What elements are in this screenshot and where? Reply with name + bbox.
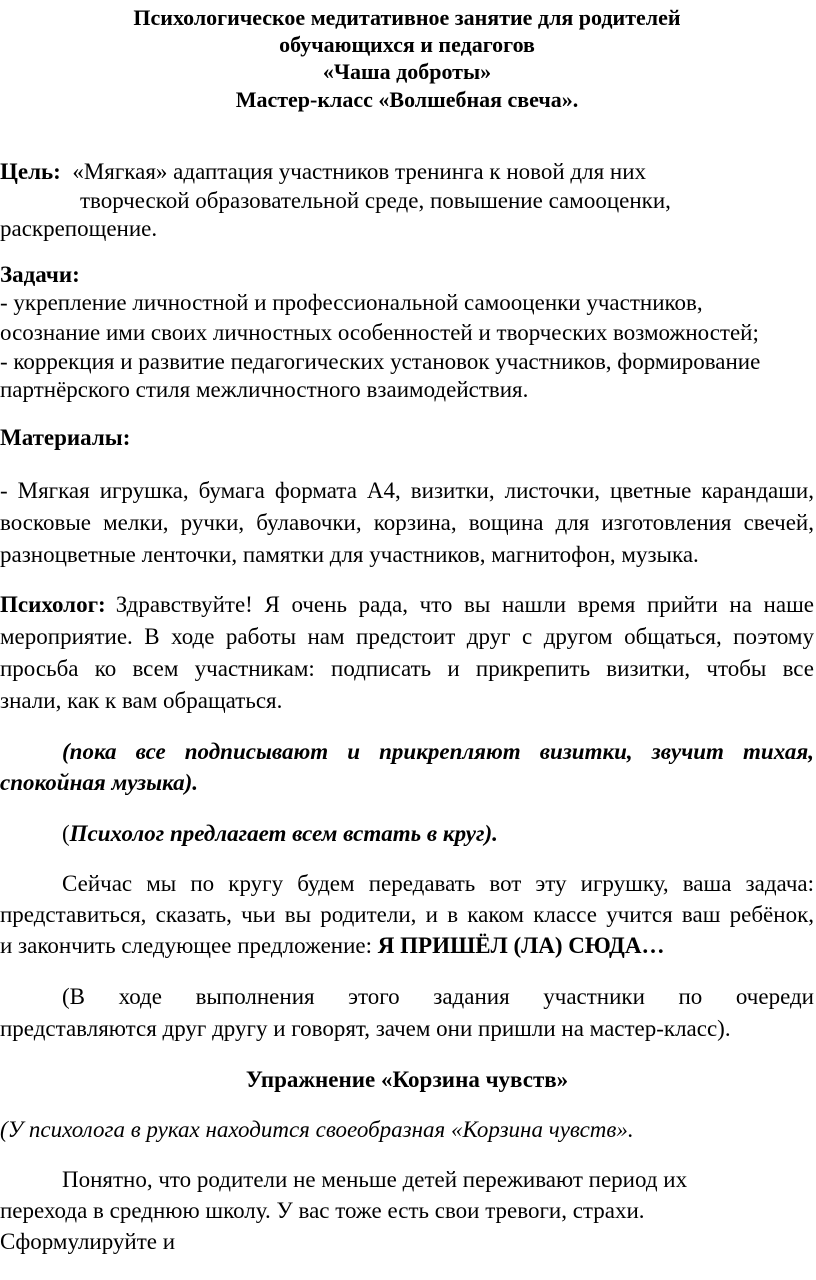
- materials-line: разноцветные ленточки, памятки для участников, магнитофон, музыка.: [0, 542, 699, 567]
- exercise-line: перехода в среднюю школу. У вас тоже есть свои тревоги, страхи.: [0, 1198, 645, 1223]
- title-line-2: обучающихся и педагогов: [279, 32, 535, 57]
- remark-circle-text: Психолог предлагает всем встать в круг).: [69, 821, 498, 846]
- goal-line-3: раскрепощение.: [0, 216, 158, 241]
- tasks-line: осознание ими своих личностных особенностей и творческих возможностей;: [0, 320, 759, 345]
- title-line-3: «Чаша доброты»: [322, 59, 492, 84]
- psychologist-text: Здравствуйте! Я очень рада, что вы нашли время прийти на наше: [115, 592, 814, 617]
- tasks-heading: Задачи:: [0, 262, 80, 287]
- exercise-intro: (У психолога в руках находится своеобразная «Корзина чувств».: [0, 1117, 634, 1142]
- remark-line: (пока все подписывают и прикрепляют визитки, звучит тихая,: [62, 739, 814, 764]
- note-line: представляются друг другу и говорят, зачем они пришли на мастер-класс).: [0, 1016, 731, 1041]
- goal-text: «Мягкая» адаптация участников тренинга к новой для них: [72, 159, 647, 184]
- materials-line: восковые мелки, ручки, булавочки, корзина, вощина для изготовления свечей,: [0, 510, 814, 535]
- tasks-line: - укрепление личностной и профессиональной самооценки участников,: [0, 290, 703, 315]
- circle-text: и закончить следующее предложение:: [0, 933, 378, 958]
- materials-heading: Материалы:: [0, 425, 131, 450]
- goal-line-2: творческой образовательной среде, повышение самооценки,: [80, 188, 671, 213]
- psychologist-line-1: [0, 591, 814, 619]
- note-line: (В ходе выполнения этого задания участники по очереди: [62, 984, 814, 1009]
- psychologist-line: просьба ко всем участникам: подписать и прикрепить визитки, чтобы все: [0, 656, 814, 681]
- psychologist-label: Психолог:: [0, 592, 106, 617]
- goal-label: Цель:: [0, 159, 61, 184]
- circle-line-3: [0, 932, 814, 960]
- circle-line: представиться, сказать, чьи вы родители, и в каком классе учится ваш ребёнок,: [0, 902, 814, 927]
- materials-line: - Мягкая игрушка, бумага формата А4, визитки, листочки, цветные карандаши,: [0, 478, 814, 503]
- tasks-line: партнёрского стиля межличностного взаимодействия.: [0, 377, 529, 402]
- exercise-line: Сформулируйте и: [0, 1229, 176, 1254]
- remark-circle: [62, 820, 816, 848]
- circle-phrase: Я ПРИШЁЛ (ЛА) СЮДА…: [377, 933, 665, 958]
- remark-line: спокойная музыка).: [0, 770, 199, 795]
- psychologist-line: мероприятие. В ходе работы нам предстоит друг с другом общаться, поэтому: [0, 624, 814, 649]
- circle-line: Сейчас мы по кругу будем передавать вот эту игрушку, ваша задача:: [62, 871, 814, 896]
- psychologist-line: знали, как к вам обращаться.: [0, 688, 283, 713]
- exercise-line: Понятно, что родители не меньше детей переживают период их: [62, 1167, 688, 1192]
- title-line-1: Психологическое медитативное занятие для родителей: [133, 5, 681, 30]
- tasks-line: - коррекция и развитие педагогических установок участников, формирование: [0, 349, 761, 374]
- exercise-heading: Упражнение «Корзина чувств»: [245, 1067, 569, 1092]
- goal-line-1: [0, 158, 814, 186]
- title-line-4: Мастер-класс «Волшебная свеча».: [235, 87, 579, 112]
- open-paren: (: [62, 821, 70, 846]
